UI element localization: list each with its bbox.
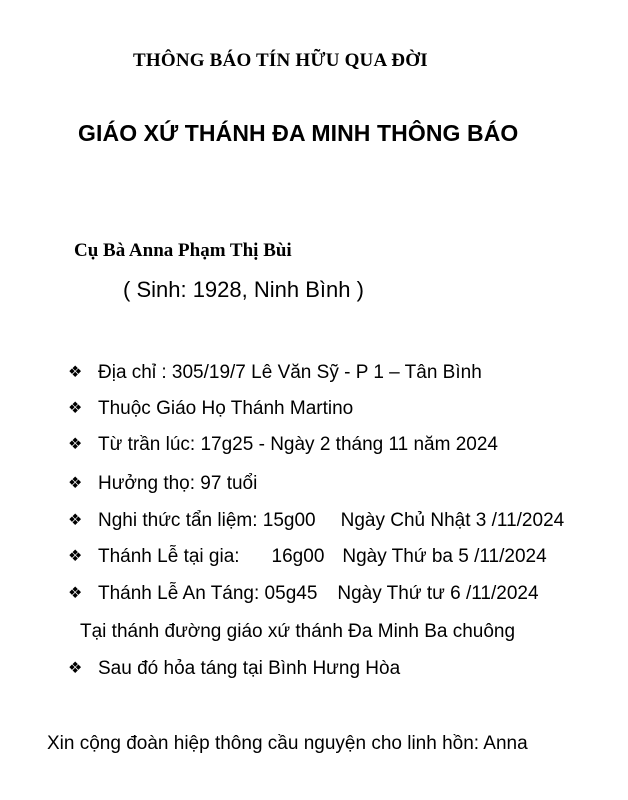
address-line bbox=[68, 362, 482, 384]
address-text: Địa chỉ : 305/19/7 Lê Văn Sỹ - P 1 – Tân Bình bbox=[98, 362, 482, 383]
bullet-icon: ❖ bbox=[68, 364, 83, 381]
death-time-line bbox=[68, 434, 498, 456]
bullet-icon: ❖ bbox=[68, 512, 83, 529]
bullet-icon: ❖ bbox=[68, 400, 83, 417]
notice-title: THÔNG BÁO TÍN HỮU QUA ĐỜI bbox=[133, 50, 428, 71]
home-mass-line bbox=[68, 546, 547, 568]
parish-announcement-title: GIÁO XỨ THÁNH ĐA MINH THÔNG BÁO bbox=[78, 120, 519, 146]
funeral-mass-label: Thánh Lễ An Táng: 05g45 bbox=[98, 583, 318, 604]
bullet-icon: ❖ bbox=[68, 475, 83, 492]
encoffining-line bbox=[68, 510, 564, 532]
bullet-icon: ❖ bbox=[68, 585, 83, 602]
closing-prayer: Xin cộng đoàn hiệp thông cầu nguyện cho linh hồn: Anna bbox=[47, 733, 528, 754]
funeral-location: Tại thánh đường giáo xứ thánh Đa Minh Ba chuông bbox=[80, 621, 516, 642]
home-mass-date: Ngày Thứ ba 5 /11/2024 bbox=[342, 546, 547, 567]
death-time-text: Từ trần lúc: 17g25 - Ngày 2 tháng 11 năm 2024 bbox=[98, 434, 499, 455]
funeral-mass-date: Ngày Thứ tư 6 /11/2024 bbox=[337, 583, 539, 604]
encoffining-date: Ngày Chủ Nhật 3 /11/2024 bbox=[340, 510, 565, 531]
home-mass-label: Thánh Lễ tại gia: bbox=[98, 546, 240, 567]
deceased-birth-info: ( Sinh: 1928, Ninh Bình ) bbox=[123, 277, 364, 302]
cremation-text: Sau đó hỏa táng tại Bình Hưng Hòa bbox=[98, 658, 401, 679]
bullet-icon: ❖ bbox=[68, 436, 83, 453]
parish-group-line bbox=[68, 398, 353, 420]
deceased-name: Cụ Bà Anna Phạm Thị Bùi bbox=[74, 240, 292, 261]
parish-group-text: Thuộc Giáo Họ Thánh Martino bbox=[98, 398, 354, 419]
encoffining-label: Nghi thức tẩn liệm: 15g00 bbox=[98, 510, 316, 531]
age-text: Hưởng thọ: 97 tuổi bbox=[98, 473, 258, 494]
home-mass-time: 16g00 bbox=[271, 546, 325, 567]
age-line bbox=[68, 473, 257, 495]
cremation-line bbox=[68, 658, 400, 680]
bullet-icon: ❖ bbox=[68, 660, 83, 677]
bullet-icon: ❖ bbox=[68, 548, 83, 565]
funeral-mass-line bbox=[68, 583, 539, 605]
